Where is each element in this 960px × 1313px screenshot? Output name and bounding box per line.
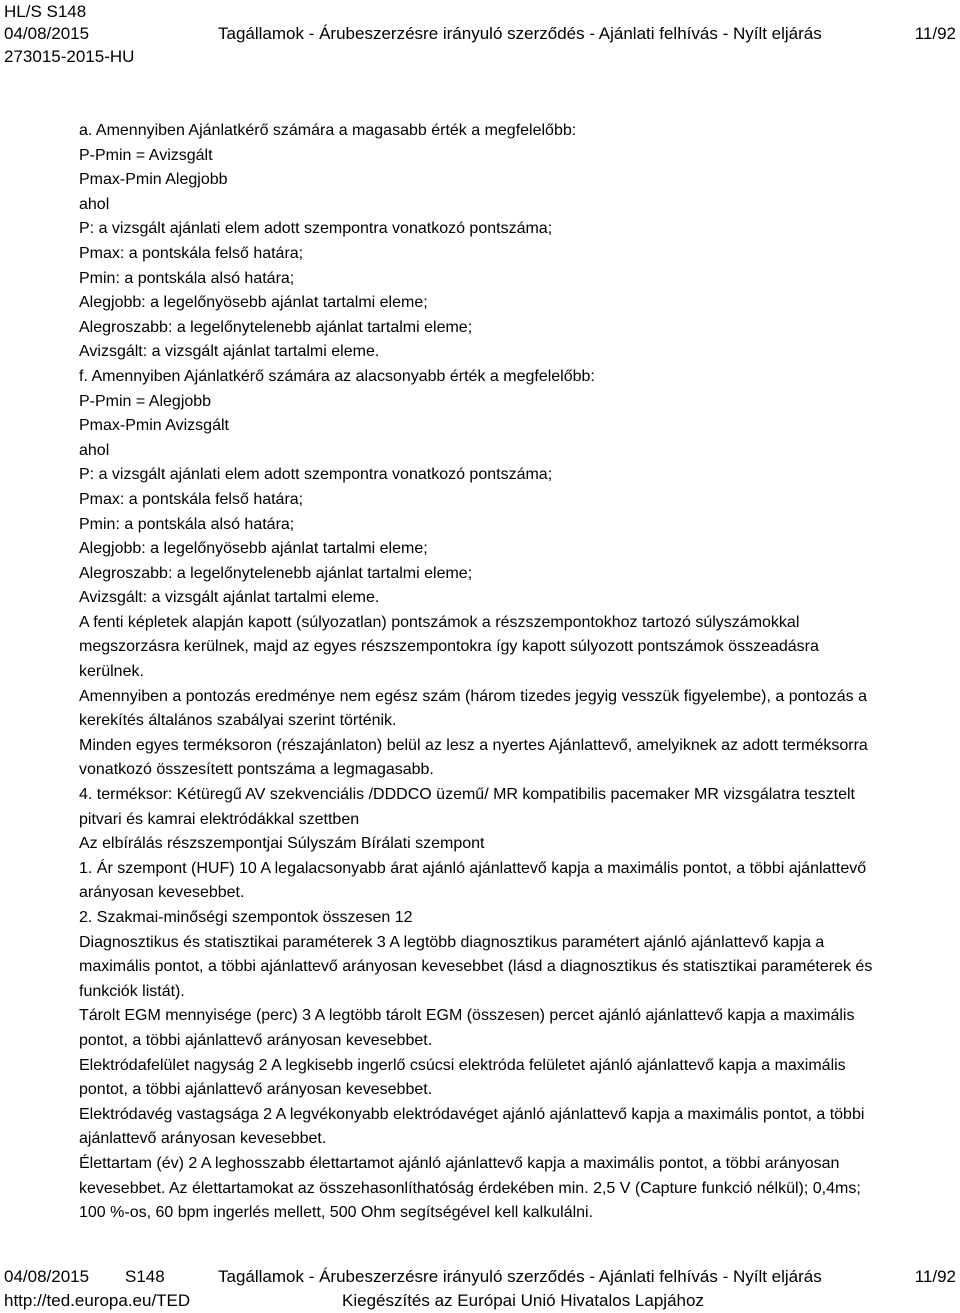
- text-line: Amennyiben a pontozás eredménye nem egész szám (három tizedes jegyig vesszük figyelembe), a pontozás a: [79, 687, 867, 705]
- header-series: HL/S S148: [4, 2, 87, 21]
- text-line: Pmin: a pontskála alsó határa;: [79, 515, 295, 533]
- footer-date: 04/08/2015: [4, 1267, 90, 1286]
- text-line: P-Pmin = Avizsgált: [79, 146, 213, 164]
- text-line: P-Pmin = Alegjobb: [79, 392, 212, 410]
- footer-page-number: 11/92: [914, 1267, 956, 1286]
- text-line: Pmax: a pontskála felső határa;: [79, 490, 304, 508]
- text-line: ahol: [79, 441, 110, 459]
- text-line: Élettartam (év) 2 A leghosszabb élettartamot ajánló ajánlattevő kapja a maximális pontot, a többi arányosan: [79, 1154, 840, 1172]
- document-body: [79, 119, 959, 1226]
- text-line: funkciók listát).: [79, 982, 185, 1000]
- text-line: Pmax: a pontskála felső határa;: [79, 244, 304, 262]
- text-line: Az elbírálás részszempontjai Súlyszám Bírálati szempont: [79, 835, 485, 853]
- text-line: P: a vizsgált ajánlati elem adott szempontra vonatkozó pontszáma;: [79, 466, 553, 484]
- footer-publisher: Kiegészítés az Európai Unió Hivatalos Lapjához: [342, 1291, 704, 1310]
- text-line: Diagnosztikus és statisztikai paraméterek 3 A legtöbb diagnosztikus paramétert ajánló ajánlattevő kapja a: [79, 933, 825, 951]
- footer-code: S148: [125, 1267, 165, 1286]
- text-line: P: a vizsgált ajánlati elem adott szempontra vonatkozó pontszáma;: [79, 220, 553, 238]
- text-line: 2. Szakmai-minőségi szempontok összesen 12: [79, 909, 413, 926]
- text-line: A fenti képletek alapján kapott (súlyozatlan) pontszámok a részszempontokhoz tartozó súlyszámokkal: [79, 613, 800, 631]
- text-line: 1. Ár szempont (HUF) 10 A legalacsonyabb árat ajánló ajánlattevő kapja a maximális pontot, a többi ajánlattevő: [79, 859, 867, 877]
- text-line: pontot, a többi ajánlattevő arányosan kevesebbet.: [79, 1081, 433, 1099]
- text-line: maximális pontot, a többi ajánlattevő arányosan kevesebbet (lásd a diagnosztikus és statisztikai paraméterek és: [79, 958, 873, 976]
- footer-url-link[interactable]: http://ted.europa.eu/TED: [4, 1291, 191, 1310]
- text-line: pontot, a többi ajánlattevő arányosan kevesebbet.: [79, 1031, 433, 1049]
- text-line: Elektródavég vastagsága 2 A legvékonyabb elektródavéget ajánló ajánlattevő kapja a maximális pontot, a többi: [79, 1105, 865, 1123]
- text-line: a. Amennyiben Ajánlatkérő számára a magasabb érték a megfelelőbb:: [79, 122, 577, 139]
- text-line: Pmax-Pmin Alegjobb: [79, 171, 228, 189]
- text-line: 100 %-os, 60 bpm ingerlés mellett, 500 Ohm segítségével kell kalkulálni.: [79, 1204, 594, 1222]
- text-line: Pmin: a pontskála alsó határa;: [79, 269, 295, 287]
- text-line: kerekítés általános szabályai szerint történik.: [79, 712, 397, 730]
- text-line: vonatkozó összesített pontszáma a legmagasabb.: [79, 761, 434, 779]
- text-line: Avizsgált: a vizsgált ajánlat tartalmi eleme.: [79, 589, 380, 607]
- text-line: Alegjobb: a legelőnyösebb ajánlat tartalmi eleme;: [79, 540, 428, 558]
- text-line: ahol: [79, 195, 110, 213]
- text-line: Alegroszabb: a legelőnytelenebb ajánlat tartalmi eleme;: [79, 564, 473, 582]
- header-notice-id: 273015-2015-HU: [4, 47, 135, 66]
- text-line: Pmax-Pmin Avizsgált: [79, 417, 229, 435]
- header-date: 04/08/2015: [4, 24, 90, 43]
- header-title: Tagállamok - Árubeszerzésre irányuló szerződés - Ajánlati felhívás - Nyílt eljárás: [218, 24, 822, 43]
- text-line: kerülnek.: [79, 663, 144, 681]
- text-line: kevesebbet. Az élettartamokat az összehasonlíthatóság érdekében min. 2,5 V (Capture funkció nélkül); 0,4ms;: [79, 1179, 861, 1197]
- text-line: Alegroszabb: a legelőnytelenebb ajánlat tartalmi eleme;: [79, 318, 473, 336]
- text-line: megszorzásra kerülnek, majd az egyes részszempontokra így kapott súlyozott pontszámok összeadásra: [79, 638, 819, 656]
- text-line: f. Amennyiben Ajánlatkérő számára az alacsonyabb érték a megfelelőbb:: [79, 367, 595, 385]
- text-line: pitvari és kamrai elektródákkal szettben: [79, 810, 360, 828]
- text-line: ajánlattevő arányosan kevesebbet.: [79, 1130, 327, 1148]
- text-line: Avizsgált: a vizsgált ajánlat tartalmi eleme.: [79, 343, 380, 361]
- text-line: Minden egyes terméksoron (részajánlaton) belül az lesz a nyertes Ajánlattevő, amelyiknek az adott terméksorra: [79, 736, 868, 754]
- text-line: Tárolt EGM mennyisége (perc) 3 A legtöbb tárolt EGM (összesen) percet ajánló ajánlattevő kapja a maximális: [79, 1007, 855, 1025]
- footer-title: Tagállamok - Árubeszerzésre irányuló szerződés - Ajánlati felhívás - Nyílt eljárás: [218, 1267, 822, 1286]
- text-line: 4. terméksor: Kétüregű AV szekvenciális /DDDCO üzemű/ MR kompatibilis pacemaker MR vizsgálatra tesztelt: [79, 786, 855, 804]
- text-line: Elektródafelület nagyság 2 A legkisebb ingerlő csúcsi elektróda felületet ajánló ajánlattevő kapja a maximális: [79, 1056, 846, 1074]
- text-line: arányosan kevesebbet.: [79, 884, 245, 902]
- header-page-number: 11/92: [914, 24, 956, 43]
- text-line: Alegjobb: a legelőnyösebb ajánlat tartalmi eleme;: [79, 294, 428, 312]
